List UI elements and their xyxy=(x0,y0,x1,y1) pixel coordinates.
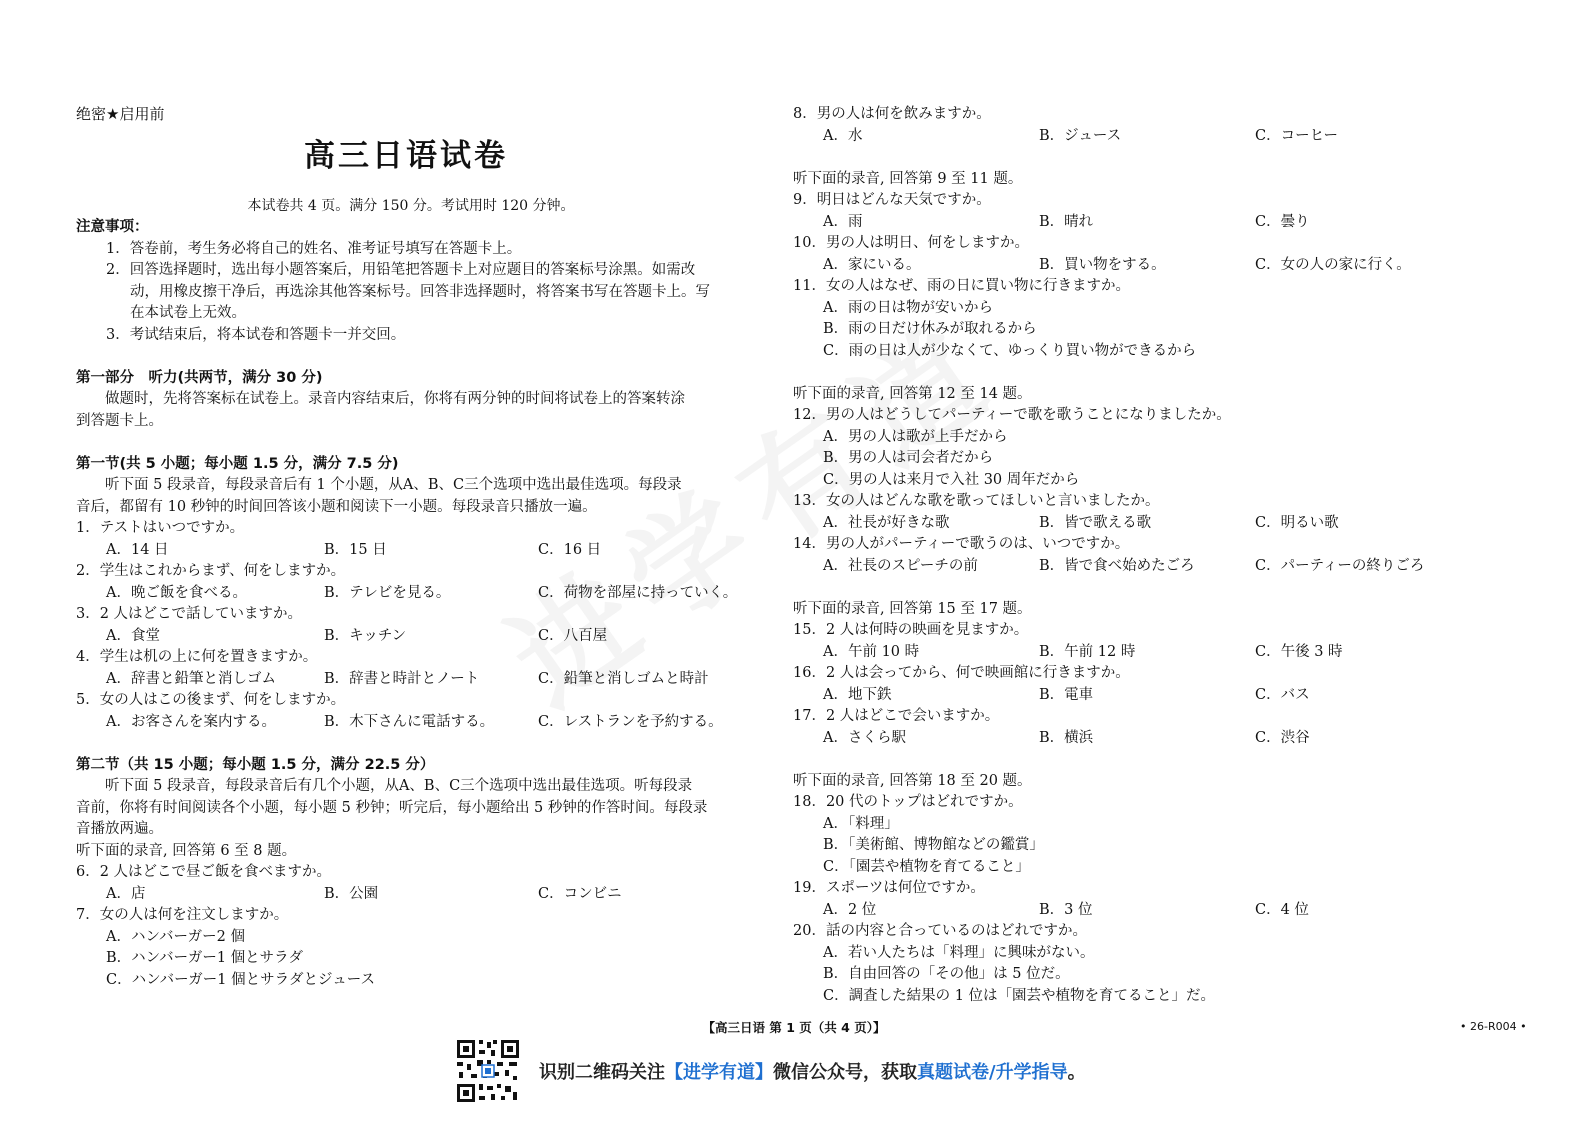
option-c: C．コンビニ xyxy=(538,885,622,902)
option-b: B．横浜 xyxy=(1039,729,1094,746)
question-6 xyxy=(76,862,746,905)
question-4 xyxy=(76,647,746,690)
paper-code: • 26-R004 • xyxy=(1460,1020,1527,1033)
option-a: A．さくら駅 xyxy=(823,729,906,746)
option-b: B．ハンバーガー1 個とサラダ xyxy=(106,950,304,966)
question-text: 20．話の内容と合っているのはどれですか。 xyxy=(793,923,1087,939)
option-a: A．店 xyxy=(106,885,146,902)
group-instruction: 听下面的录音, 回答第 18 至 20 题。 xyxy=(793,772,1032,789)
question-12 xyxy=(793,405,1473,491)
question-text: 10．男の人は明日、何をしますか。 xyxy=(793,235,1029,251)
left-column xyxy=(76,104,746,991)
part1-desc: 到答题卡上。 xyxy=(76,412,163,429)
question-8 xyxy=(793,104,1473,147)
group-instruction: 听下面的录音, 回答第 12 至 14 题。 xyxy=(793,385,1032,402)
option-c: C．バス xyxy=(1255,686,1310,703)
option-b: B．木下さんに電話する。 xyxy=(324,713,495,730)
section1-heading: 第一节(共 5 小题；每小题 1.5 分，满分 7.5 分) xyxy=(76,455,399,472)
option-b: B．3 位 xyxy=(1039,901,1093,918)
option-a: A．辞書と鉛筆と消しゴム xyxy=(106,670,276,687)
question-text: 11．女の人はなぜ、雨の日に買い物に行きますか。 xyxy=(793,278,1131,294)
section2-desc: 听下面 5 段录音，每段录音后有几个小题，从A、B、C三个选项中选出最佳选项。听每段录 xyxy=(105,778,693,794)
question-3 xyxy=(76,604,746,647)
option-c: C．パーティーの終りごろ xyxy=(1255,557,1425,574)
option-c: C．荷物を部屋に持っていく。 xyxy=(538,584,738,601)
question-text: 8．男の人は何を飲みますか。 xyxy=(793,106,991,122)
question-text: 1．テストはいつですか。 xyxy=(76,520,245,536)
option-a: A．晩ご飯を食べる。 xyxy=(106,584,247,601)
question-11 xyxy=(793,276,1473,362)
option-c: C．男の人は来月で入社 30 周年だから xyxy=(823,471,1080,488)
option-a: A．地下鉄 xyxy=(823,686,892,703)
group-instruction: 听下面的录音, 回答第 15 至 17 题。 xyxy=(793,600,1032,617)
option-c: C．4 位 xyxy=(1255,901,1309,918)
question-text: 17．2 人はどこで会いますか。 xyxy=(793,708,1000,724)
question-14 xyxy=(793,534,1473,577)
section1-desc: 音后，都留有 10 秒钟的时间回答该小题和阅读下一小题。每段录音只播放一遍。 xyxy=(76,498,597,515)
option-c: C．雨の日は人が少なくて、ゆっくり買い物ができるから xyxy=(823,342,1197,359)
option-c: C．調査した結果の 1 位は「園芸や植物を育てること」だ。 xyxy=(823,987,1216,1004)
question-1 xyxy=(76,518,746,561)
option-c: C．16 日 xyxy=(538,541,602,558)
question-text: 6．2 人はどこで昼ご飯を食べますか。 xyxy=(76,864,332,880)
question-7 xyxy=(76,905,746,991)
option-b: B．午前 12 時 xyxy=(1039,643,1136,660)
question-text: 7．女の人は何を注文しますか。 xyxy=(76,907,289,923)
option-c: C．八百屋 xyxy=(538,627,608,644)
notes-heading: 注意事项： xyxy=(76,219,149,235)
note-item: 动，用橡皮擦干净后，再选涂其他答案标号。回答非选择题时，将答案书写在答题卡上。写 xyxy=(130,283,710,300)
right-column xyxy=(793,104,1473,1007)
option-c: C．「園芸や植物を育てること」 xyxy=(823,858,1030,875)
question-text: 15．2 人は何時の映画を見ますか。 xyxy=(793,622,1029,638)
option-c: C．女の人の家に行く。 xyxy=(1255,256,1411,273)
option-a: A．社長が好きな歌 xyxy=(823,514,950,531)
option-b: B．皆で歌える歌 xyxy=(1039,514,1152,531)
option-b: B．「美術館、博物館などの鑑賞」 xyxy=(823,837,1044,853)
option-a: A．男の人は歌が上手だから xyxy=(823,428,1008,445)
section1-desc: 听下面 5 段录音，每段录音后有 1 个小题，从A、B、C三个选项中选出最佳选项。每段录 xyxy=(105,477,682,493)
question-text: 13．女の人はどんな歌を歌ってほしいと言いましたか。 xyxy=(793,493,1160,509)
option-a: A．お客さんを案内する。 xyxy=(106,713,276,730)
option-a: A．食堂 xyxy=(106,627,160,644)
option-a: A．14 日 xyxy=(106,541,169,558)
question-text: 9．明日はどんな天気ですか。 xyxy=(793,192,991,208)
option-b: B．ジュース xyxy=(1039,127,1122,144)
question-2 xyxy=(76,561,746,604)
promo-resources[interactable]: 真题试卷/升学指导 xyxy=(917,1062,1068,1083)
option-a: A．ハンバーガー2 個 xyxy=(106,928,246,945)
note-item: 1．答卷前，考生务必将自己的姓名、准考证号填写在答题卡上。 xyxy=(106,240,522,257)
option-b: B．テレビを見る。 xyxy=(324,584,451,601)
question-text: 4．学生は机の上に何を置きますか。 xyxy=(76,649,318,665)
qr-code-icon[interactable] xyxy=(455,1038,521,1104)
notes xyxy=(76,217,746,346)
promo-brand[interactable]: 【进学有道】 xyxy=(665,1062,773,1083)
part1-desc: 做题时，先将答案标在试卷上。录音内容结束后，你将有两分钟的时间将试卷上的答案转涂 xyxy=(105,391,685,407)
option-c: C．コーヒー xyxy=(1255,127,1339,144)
secret-label: 绝密★启用前 xyxy=(76,105,165,123)
option-b: B．電車 xyxy=(1039,686,1094,703)
question-17 xyxy=(793,706,1473,749)
option-b: B．男の人は司会者だから xyxy=(823,450,994,466)
option-a: A．若い人たちは「料理」に興味がない。 xyxy=(823,944,1095,961)
question-9 xyxy=(793,190,1473,233)
part1-heading: 第一部分 听力(共两节，满分 30 分) xyxy=(76,369,323,386)
option-b: B．自由回答の「その他」は 5 位だ。 xyxy=(823,966,1070,982)
option-a: A．午前 10 時 xyxy=(823,643,920,660)
note-item: 3．考试结束后，将本试卷和答题卡一并交回。 xyxy=(106,326,406,343)
group-instruction: 听下面的录音, 回答第 9 至 11 题。 xyxy=(793,170,1023,187)
option-c: C．鉛筆と消しゴムと時計 xyxy=(538,670,709,687)
promo-text-5: 。 xyxy=(1067,1062,1086,1083)
option-b: B．晴れ xyxy=(1039,213,1094,230)
promo-text xyxy=(539,1058,1086,1084)
option-c: C．渋谷 xyxy=(1255,729,1310,746)
question-text: 5．女の人はこの後まず、何をしますか。 xyxy=(76,692,346,708)
question-text: 2．学生はこれからまず、何をしますか。 xyxy=(76,563,346,579)
question-10 xyxy=(793,233,1473,276)
question-13 xyxy=(793,491,1473,534)
question-20 xyxy=(793,921,1473,1007)
question-15 xyxy=(793,620,1473,663)
section2-desc: 音前，你将有时间阅读各个小题，每小题 5 秒钟；听完后，每小题给出 5 秒钟的作答时间。每段录 xyxy=(76,799,708,816)
option-c: C．曇り xyxy=(1255,213,1310,230)
note-item: 在本试卷上无效。 xyxy=(130,305,246,321)
question-19 xyxy=(793,878,1473,921)
exam-info: 本试卷共 4 页。满分 150 分。考试用时 120 分钟。 xyxy=(247,197,575,214)
page-footer: 【高三日语 第 1 页（共 4 页）】 xyxy=(702,1020,886,1035)
option-a: A．雨 xyxy=(823,213,863,230)
group-instruction: 听下面的录音, 回答第 6 至 8 题。 xyxy=(76,842,297,859)
option-a: A．社長のスピーチの前 xyxy=(823,557,978,574)
option-b: B．辞書と時計とノート xyxy=(324,670,480,687)
option-a: A．雨の日は物が安いから xyxy=(823,299,993,316)
option-c: C．ハンバーガー1 個とサラダとジュース xyxy=(106,971,375,988)
option-b: B．皆で食べ始めたごろ xyxy=(1039,557,1195,574)
option-b: B．キッチン xyxy=(324,627,407,644)
option-b: B．買い物をする。 xyxy=(1039,256,1166,273)
page-title: 高三日语试卷 xyxy=(304,137,508,174)
question-text: 3．2 人はどこで話していますか。 xyxy=(76,606,303,622)
section2-heading: 第二节（共 15 小题；每小题 1.5 分，满分 22.5 分） xyxy=(76,756,435,773)
question-text: 12．男の人はどうしてパーティーで歌を歌うことになりましたか。 xyxy=(793,407,1231,423)
option-c: C．レストランを予約する。 xyxy=(538,713,723,730)
question-18 xyxy=(793,792,1473,878)
option-a: A．家にいる。 xyxy=(823,256,921,273)
option-b: B．公園 xyxy=(324,885,379,902)
option-c: C．明るい歌 xyxy=(1255,514,1339,531)
section2-desc: 音播放两遍。 xyxy=(76,821,163,837)
question-text: 18．20 代のトップはどれですか。 xyxy=(793,794,1023,810)
question-text: 19．スポーツは何位ですか。 xyxy=(793,880,985,896)
promo-text-3: 微信公众号，获取 xyxy=(773,1062,917,1083)
question-text: 14．男の人がパーティーで歌うのは、いつですか。 xyxy=(793,536,1130,552)
option-b: B．15 日 xyxy=(324,541,387,558)
question-16 xyxy=(793,663,1473,706)
note-item: 2．回答选择题时，选出每小题答案后，用铅笔把答题卡上对应题目的答案标号涂黑。如需改 xyxy=(106,262,696,278)
question-5 xyxy=(76,690,746,733)
option-a: A．水 xyxy=(823,127,863,144)
promo-banner xyxy=(455,1036,1086,1106)
option-b: B．雨の日だけ休みが取れるから xyxy=(823,321,1037,337)
question-text: 16．2 人は会ってから、何で映画館に行きますか。 xyxy=(793,665,1130,681)
option-a: A．2 位 xyxy=(823,901,877,918)
option-a: A．「料理」 xyxy=(823,815,899,832)
promo-text-1: 识别二维码关注 xyxy=(539,1062,665,1083)
option-c: C．午後 3 時 xyxy=(1255,643,1343,660)
